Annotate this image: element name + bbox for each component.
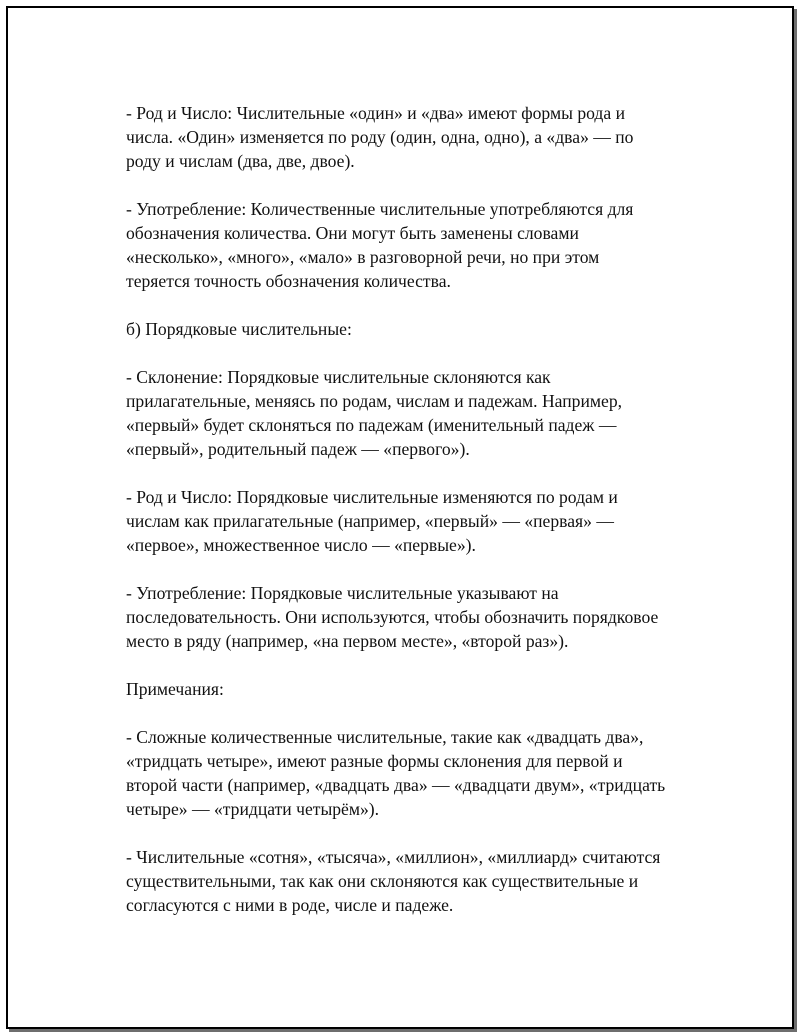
paragraph-note-compound: - Сложные количественные числительные, такие как «двадцать два», «тридцать четыре», имеют разные формы склонения для первой и второй части (например, «двадцать два» — «двадцати двум», «тридцать четыре» — «тридцати четырём»). xyxy=(126,727,666,819)
document-body xyxy=(126,101,711,917)
paragraph-declension-ordinal: - Склонение: Порядковые числительные склоняются как прилагательные, меняясь по родам, числам и падежам. Например, «первый» будет склоняться по падежам (именительный падеж — «первый», родительный падеж — «первого»). xyxy=(126,367,623,459)
page-frame xyxy=(6,6,794,1029)
section-heading-ordinal: б) Порядковые числительные: xyxy=(126,319,352,339)
paragraph-note-nouns: - Числительные «сотня», «тысяча», «миллион», «миллиард» считаются существительными, так как они склоняются как существительные и согласуются с ними в роде, числе и падеже. xyxy=(126,847,661,915)
paragraph-gender-number-ordinal: - Род и Число: Порядковые числительные изменяются по родам и числам как прилагательные (например, «первый» — «первая» — «первое», множественное число — «первые»). xyxy=(126,487,618,555)
paragraph-usage-cardinal: - Употребление: Количественные числительные употребляются для обозначения количества. Они могут быть заменены словами «несколько», «много», «мало» в разговорной речи, но при этом теряется точность обозначения количества. xyxy=(126,199,634,291)
section-heading-notes: Примечания: xyxy=(126,679,224,699)
paragraph-usage-ordinal: - Употребление: Порядковые числительные указывают на последовательность. Они используются, чтобы обозначить порядковое место в ряду (например, «на первом месте», «второй раз»). xyxy=(126,583,659,651)
paragraph-gender-number-cardinal: - Род и Число: Числительные «один» и «два» имеют формы рода и числа. «Один» изменяется по роду (один, одна, одно), а «два» — по роду и числам (два, две, двое). xyxy=(126,103,634,171)
